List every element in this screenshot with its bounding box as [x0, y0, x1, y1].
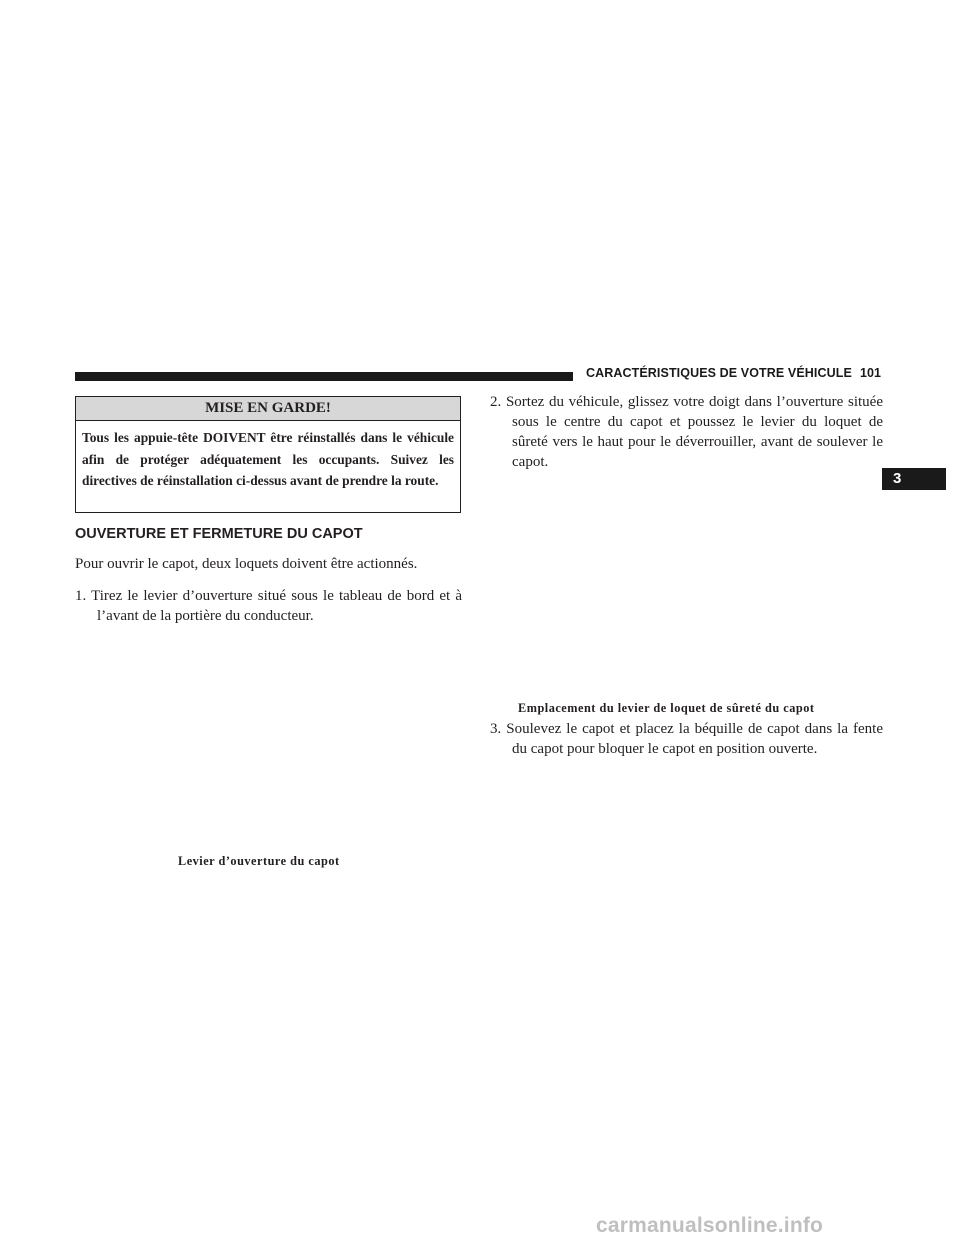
chapter-number: 3 [893, 470, 902, 487]
chapter-tab [882, 468, 946, 490]
watermark: carmanualsonline.info [596, 1214, 824, 1237]
running-header [586, 366, 881, 380]
safety-latch-caption: Emplacement du levier de loquet de sûreté du capot [518, 701, 815, 715]
section-title: OUVERTURE ET FERMETURE DU CAPOT [75, 526, 363, 542]
step-3: 3. Soulevez le capot et placez la béquille de capot dans la fente du capot pour bloquer le capot en position ouverte. [490, 721, 883, 757]
warning-box [75, 396, 461, 513]
warning-heading: MISE EN GARDE! [76, 397, 460, 421]
header-title: CARACTÉRISTIQUES DE VOTRE VÉHICULE [586, 366, 852, 380]
warning-text: Tous les appuie-tête DOIVENT être réinstallés dans le véhicule afin de protéger adéquatement les occupants. Suivez les directives de réinstallation ci-dessus avant de prendre la route. [82, 430, 454, 488]
hood-release-figure [150, 632, 390, 842]
step-2: 2. Sortez du véhicule, glissez votre doigt dans l’ouverture située sous le centre du capot et poussez le levier du loquet de sûreté vers le haut pour le déverrouiller, avant de soulever le capot. [490, 394, 883, 470]
step-1: 1. Tirez le levier d’ouverture situé sous le tableau de bord et à l’avant de la portière du conducteur. [75, 588, 462, 624]
safety-latch-figure [520, 480, 860, 672]
intro-paragraph: Pour ouvrir le capot, deux loquets doivent être actionnés. [75, 556, 418, 572]
page-number: 101 [859, 366, 882, 380]
hood-release-caption: Levier d’ouverture du capot [178, 854, 340, 868]
header-rule [75, 372, 573, 381]
